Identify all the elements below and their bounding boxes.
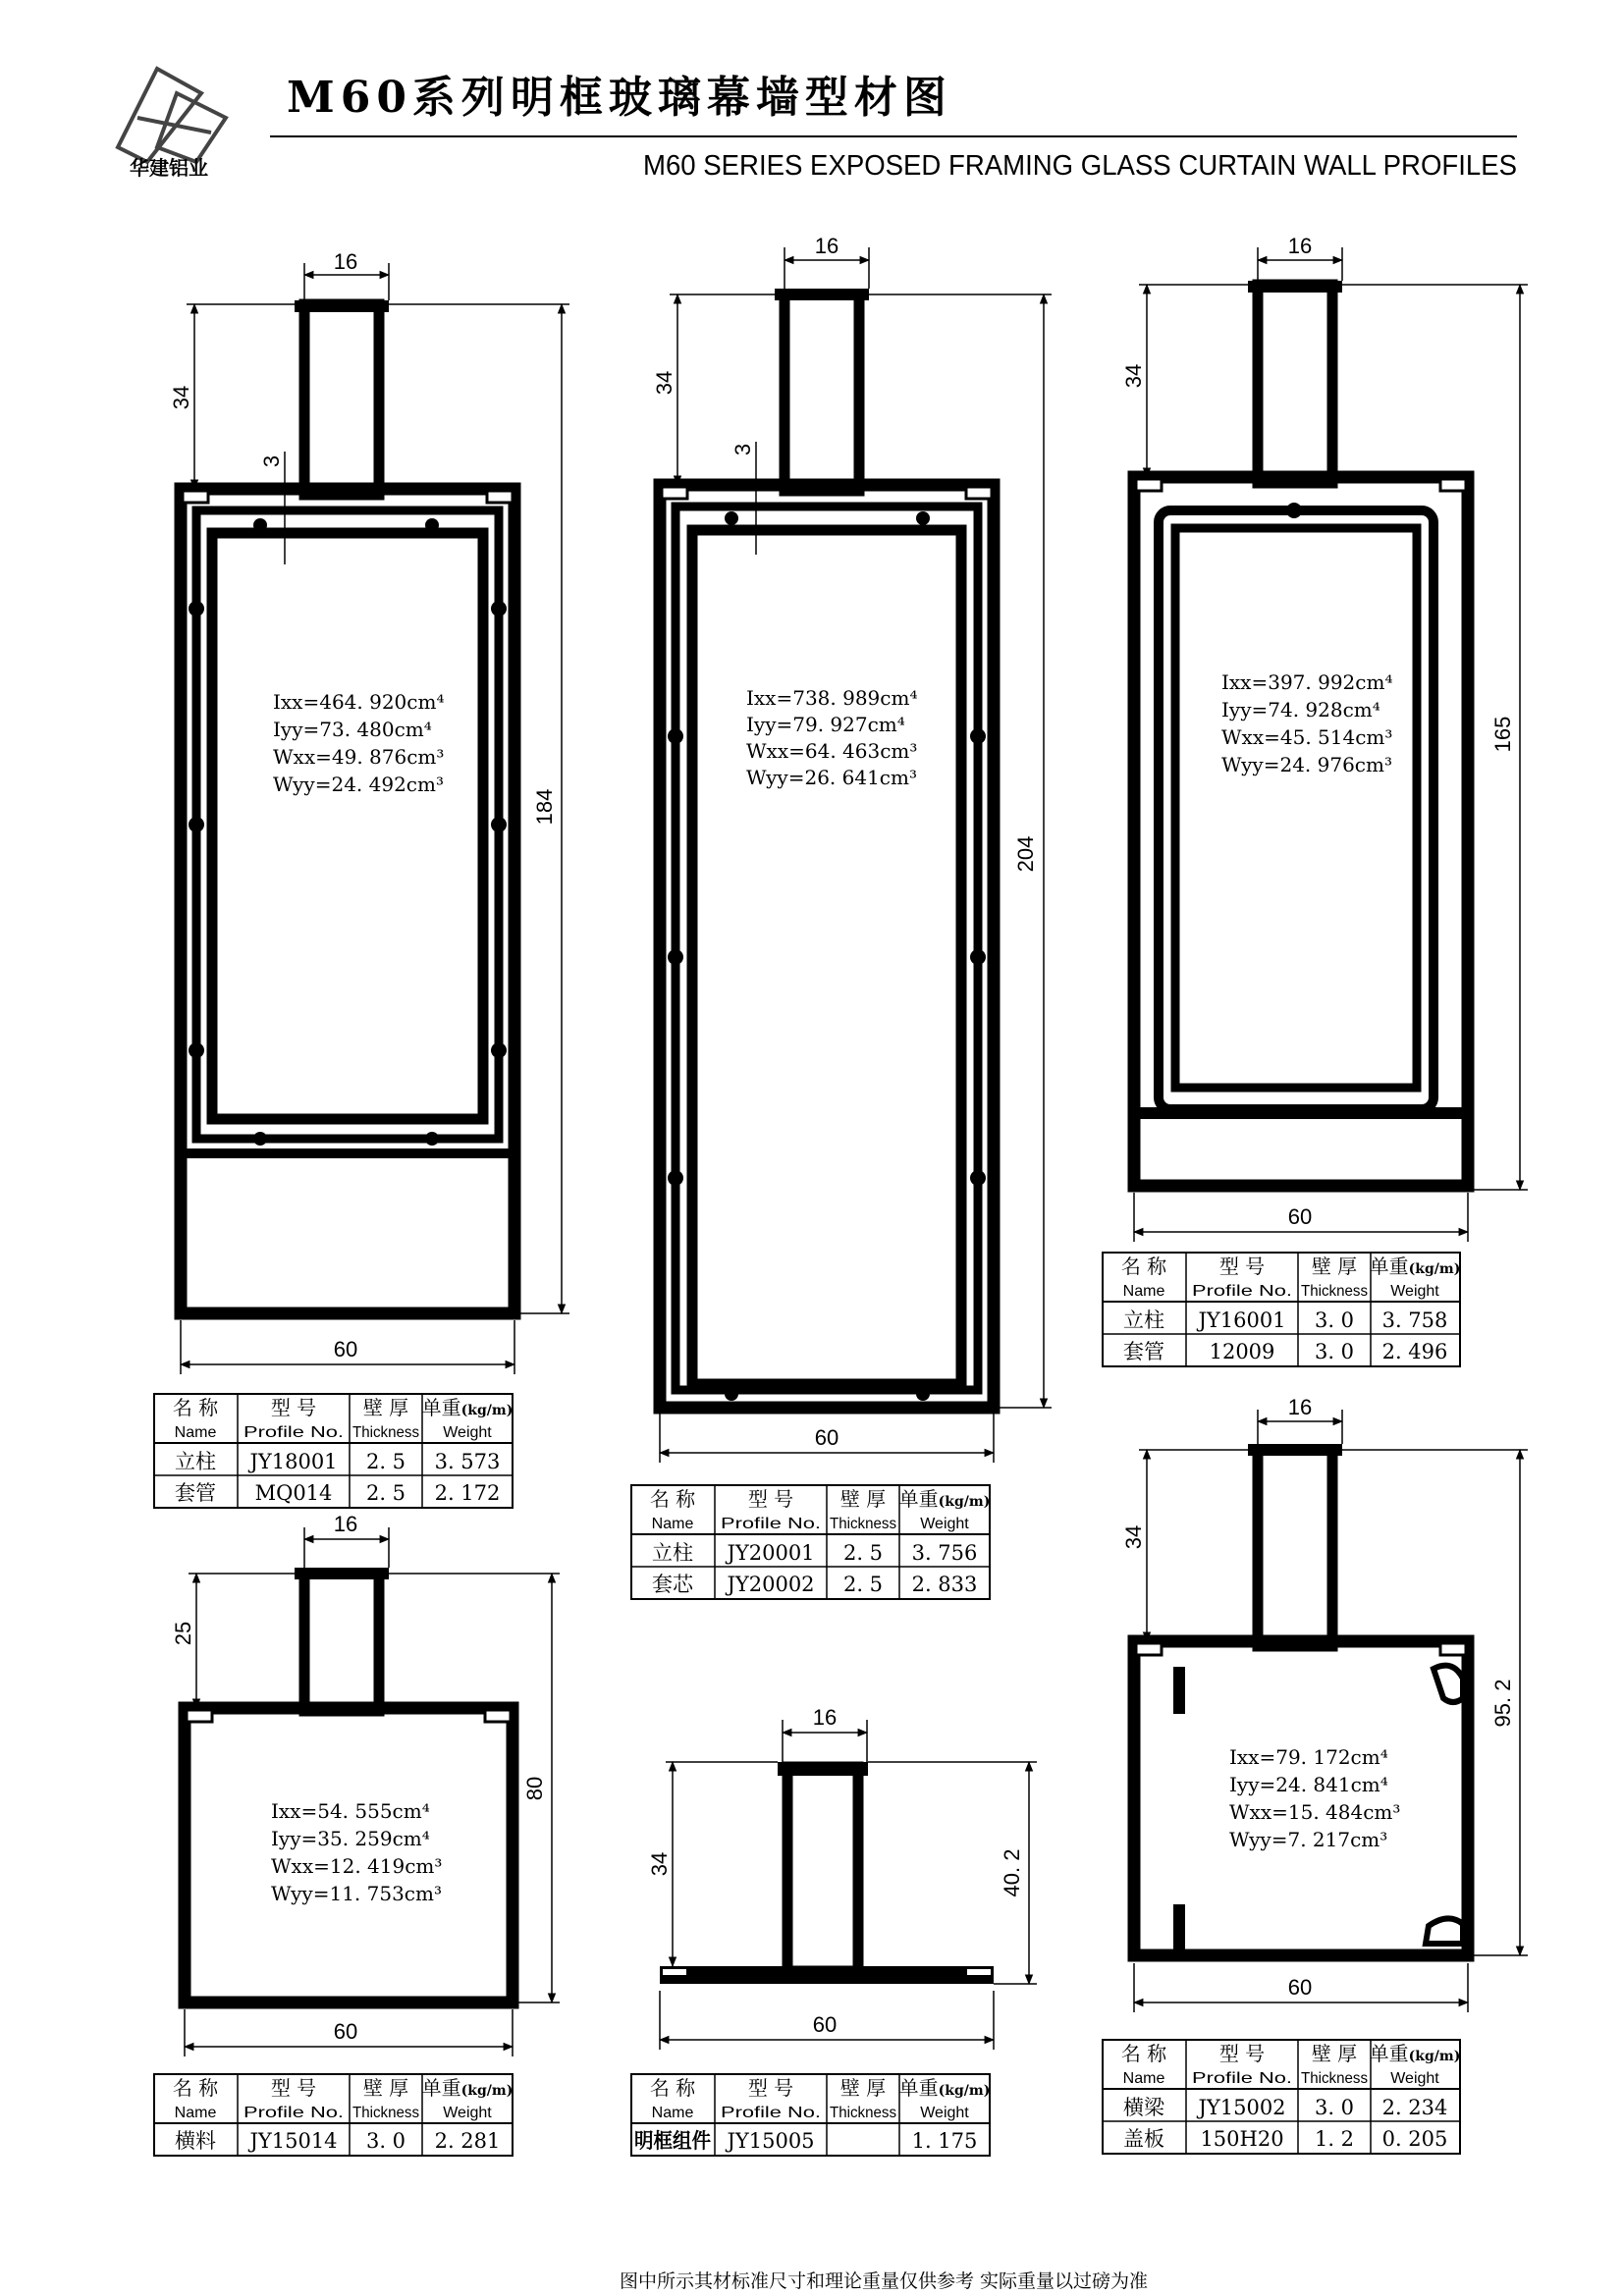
svg-text:Iyy=73. 480cm⁴: Iyy=73. 480cm⁴ [273, 718, 432, 741]
dim-total-height: 204 [1013, 835, 1038, 873]
svg-text:Ixx=79. 172cm⁴: Ixx=79. 172cm⁴ [1229, 1745, 1388, 1769]
section-properties [746, 686, 917, 789]
svg-text:2. 5: 2. 5 [365, 1450, 406, 1473]
svg-text:型 号: 型 号 [270, 1396, 317, 1419]
svg-text:Ixx=54. 555cm⁴: Ixx=54. 555cm⁴ [271, 1799, 430, 1823]
svg-text:单重(kg/m): 单重(kg/m) [1369, 2042, 1461, 2065]
dim-top-width: 16 [333, 1512, 358, 1536]
svg-text:Name: Name [174, 2105, 217, 2121]
svg-text:型 号: 型 号 [1218, 2042, 1266, 2065]
svg-text:Wyy=26. 641cm³: Wyy=26. 641cm³ [746, 766, 917, 789]
company-logo [118, 69, 226, 180]
svg-text:JY15014: JY15014 [249, 2129, 338, 2153]
svg-text:Name: Name [174, 1424, 217, 1441]
spec-table-jy20001 [631, 1485, 990, 1599]
svg-text:Ixx=464. 920cm⁴: Ixx=464. 920cm⁴ [273, 690, 445, 714]
svg-text:型 号: 型 号 [747, 2076, 794, 2100]
svg-text:1. 175: 1. 175 [911, 2129, 978, 2153]
svg-text:Wyy=11. 753cm³: Wyy=11. 753cm³ [271, 1882, 442, 1905]
svg-text:3. 0: 3. 0 [1314, 2096, 1355, 2119]
svg-text:Wyy=24. 492cm³: Wyy=24. 492cm³ [273, 773, 444, 796]
svg-text:3. 0: 3. 0 [1314, 1340, 1355, 1363]
svg-text:立柱: 立柱 [652, 1541, 693, 1565]
svg-text:JY16001: JY16001 [1198, 1308, 1286, 1332]
svg-text:立柱: 立柱 [175, 1450, 216, 1473]
svg-text:1. 2: 1. 2 [1314, 2127, 1355, 2151]
dim-flange-height: 25 [171, 1621, 195, 1646]
svg-text:名 称: 名 称 [172, 2076, 219, 2100]
svg-text:Ixx=738. 989cm⁴: Ixx=738. 989cm⁴ [746, 686, 918, 710]
svg-text:3. 0: 3. 0 [365, 2129, 406, 2153]
dim-top-width: 16 [333, 249, 358, 274]
svg-text:2. 172: 2. 172 [434, 1481, 501, 1505]
svg-text:Name: Name [1122, 2070, 1165, 2087]
svg-text:单重(kg/m): 单重(kg/m) [898, 2076, 991, 2100]
svg-text:Weight: Weight [443, 1424, 492, 1441]
spec-table-jy16001 [1103, 1253, 1460, 1366]
svg-text:单重(kg/m): 单重(kg/m) [898, 1487, 991, 1511]
svg-text:盖板: 盖板 [1123, 2127, 1164, 2151]
svg-text:名 称: 名 称 [1120, 2042, 1167, 2065]
svg-text:Profile No.: Profile No. [1192, 2070, 1292, 2087]
svg-text:2. 5: 2. 5 [365, 1481, 406, 1505]
svg-text:3. 756: 3. 756 [911, 1541, 978, 1565]
dim-total-width: 60 [814, 1425, 839, 1450]
svg-text:Iyy=79. 927cm⁴: Iyy=79. 927cm⁴ [746, 713, 905, 736]
svg-text:Thickness: Thickness [830, 2105, 896, 2121]
svg-text:Wxx=64. 463cm³: Wxx=64. 463cm³ [746, 739, 918, 763]
svg-text:Thickness: Thickness [1301, 2070, 1368, 2087]
svg-text:2. 5: 2. 5 [842, 1541, 884, 1565]
svg-text:Iyy=24. 841cm⁴: Iyy=24. 841cm⁴ [1229, 1773, 1388, 1796]
svg-text:Wxx=15. 484cm³: Wxx=15. 484cm³ [1229, 1800, 1401, 1824]
profile-drawing-jy15002 [1134, 1444, 1468, 1955]
section-properties [271, 1799, 442, 1905]
dim-wall: 3 [730, 443, 755, 456]
svg-text:型 号: 型 号 [1218, 1255, 1266, 1278]
svg-text:Name: Name [651, 1516, 694, 1532]
svg-text:Wxx=12. 419cm³: Wxx=12. 419cm³ [271, 1854, 443, 1878]
svg-text:单重(kg/m): 单重(kg/m) [421, 1396, 514, 1419]
svg-text:JY18001: JY18001 [249, 1450, 338, 1473]
svg-text:名 称: 名 称 [1120, 1255, 1167, 1278]
svg-text:0. 205: 0. 205 [1381, 2127, 1448, 2151]
svg-text:Weight: Weight [1390, 2070, 1439, 2087]
dim-flange-height: 34 [1121, 363, 1146, 389]
svg-text:Iyy=74. 928cm⁴: Iyy=74. 928cm⁴ [1221, 698, 1380, 721]
dim-flange-height: 34 [652, 370, 676, 396]
profile-drawing-jy20001 [660, 289, 994, 1408]
svg-text:名 称: 名 称 [172, 1396, 219, 1419]
section-properties [1221, 670, 1392, 776]
dimensions-jy15014 [185, 1527, 560, 2056]
dim-flange-height: 34 [1121, 1524, 1146, 1550]
svg-text:Thickness: Thickness [352, 2105, 419, 2121]
svg-text:2. 281: 2. 281 [434, 2129, 501, 2153]
svg-text:套管: 套管 [175, 1481, 216, 1505]
svg-text:Profile No.: Profile No. [243, 2105, 344, 2121]
spec-table-jy15002 [1103, 2040, 1460, 2154]
section-properties [273, 690, 444, 796]
svg-text:Name: Name [651, 2105, 694, 2121]
svg-text:壁 厚: 壁 厚 [1311, 2042, 1358, 2065]
svg-text:Thickness: Thickness [830, 1516, 896, 1532]
svg-text:JY20001: JY20001 [727, 1541, 815, 1565]
svg-text:2. 496: 2. 496 [1381, 1340, 1448, 1363]
dim-total-width: 60 [333, 1337, 358, 1362]
svg-text:横料: 横料 [175, 2129, 216, 2153]
svg-text:名 称: 名 称 [649, 1487, 696, 1511]
svg-text:型 号: 型 号 [747, 1487, 794, 1511]
svg-text:JY15002: JY15002 [1198, 2096, 1286, 2119]
dim-flange-height: 34 [169, 385, 193, 410]
page-title-cn: M60系列明框玻璃幕墙型材图 [287, 73, 952, 123]
svg-text:壁 厚: 壁 厚 [839, 1487, 887, 1511]
svg-text:Weight: Weight [443, 2105, 492, 2121]
dim-wall: 3 [259, 454, 284, 468]
svg-text:Profile No.: Profile No. [721, 1516, 821, 1532]
svg-text:JY15005: JY15005 [727, 2129, 815, 2153]
dim-total-height: 165 [1490, 716, 1515, 753]
footer-note: 图中所示其材标准尺寸和理论重量仅供参考 实际重量以过磅为准 [619, 2270, 1149, 2292]
svg-text:套管: 套管 [1123, 1340, 1164, 1363]
dim-top-width: 16 [812, 1705, 838, 1730]
svg-text:Weight: Weight [920, 1516, 969, 1532]
svg-text:Weight: Weight [1390, 1283, 1439, 1300]
dim-total-height: 40. 2 [1000, 1848, 1024, 1897]
profile-drawing-jy15014 [185, 1568, 513, 2002]
svg-text:Wyy=24. 976cm³: Wyy=24. 976cm³ [1221, 753, 1392, 776]
dim-top-width: 16 [1287, 234, 1313, 258]
svg-text:3. 758: 3. 758 [1381, 1308, 1448, 1332]
dim-total-width: 60 [812, 2012, 838, 2037]
svg-text:Ixx=397. 992cm⁴: Ixx=397. 992cm⁴ [1221, 670, 1393, 694]
dim-total-width: 60 [333, 2019, 358, 2044]
svg-text:单重(kg/m): 单重(kg/m) [1369, 1255, 1461, 1278]
svg-text:Profile No.: Profile No. [721, 2105, 821, 2121]
profile-drawing-jy15005 [660, 1762, 994, 1984]
profile-drawing-jy18001 [181, 300, 514, 1313]
svg-text:JY20002: JY20002 [727, 1573, 815, 1596]
svg-text:明框组件: 明框组件 [634, 2128, 711, 2153]
dim-flange-height: 34 [647, 1851, 672, 1877]
svg-text:壁 厚: 壁 厚 [362, 1396, 409, 1419]
dim-top-width: 16 [814, 234, 839, 258]
svg-text:Weight: Weight [920, 2105, 969, 2121]
svg-text:2. 234: 2. 234 [1381, 2096, 1448, 2119]
svg-text:Thickness: Thickness [1301, 1283, 1368, 1300]
svg-text:壁 厚: 壁 厚 [1311, 1255, 1358, 1278]
svg-text:Wyy=7. 217cm³: Wyy=7. 217cm³ [1229, 1828, 1388, 1851]
svg-text:横梁: 横梁 [1123, 2096, 1164, 2119]
spec-table-jy18001 [154, 1394, 513, 1508]
svg-text:2. 5: 2. 5 [842, 1573, 884, 1596]
dim-total-height: 80 [522, 1776, 547, 1801]
logo-text: 华建铝业 [130, 156, 208, 180]
page-title-en: M60 SERIES EXPOSED FRAMING GLASS CURTAIN WALL PROFILES [643, 150, 1517, 182]
svg-text:Name: Name [1122, 1283, 1165, 1300]
svg-text:12009: 12009 [1209, 1340, 1275, 1363]
dim-total-height: 184 [532, 788, 557, 826]
svg-text:名 称: 名 称 [649, 2076, 696, 2100]
svg-text:型 号: 型 号 [270, 2076, 317, 2100]
svg-text:立柱: 立柱 [1123, 1308, 1164, 1332]
svg-text:Iyy=35. 259cm⁴: Iyy=35. 259cm⁴ [271, 1827, 430, 1850]
svg-text:壁 厚: 壁 厚 [362, 2076, 409, 2100]
svg-text:Thickness: Thickness [352, 1424, 419, 1441]
dim-total-height: 95. 2 [1490, 1679, 1515, 1728]
svg-text:MQ014: MQ014 [254, 1481, 333, 1505]
section-properties [1229, 1745, 1400, 1851]
svg-text:单重(kg/m): 单重(kg/m) [421, 2076, 514, 2100]
svg-text:套芯: 套芯 [652, 1573, 693, 1596]
dim-total-width: 60 [1287, 1204, 1313, 1229]
spec-table-jy15005 [631, 2074, 990, 2156]
svg-text:150H20: 150H20 [1200, 2127, 1284, 2151]
spec-table-jy15014 [154, 2074, 513, 2156]
svg-text:Wxx=49. 876cm³: Wxx=49. 876cm³ [273, 745, 445, 769]
svg-text:3. 573: 3. 573 [434, 1450, 501, 1473]
svg-text:Wxx=45. 514cm³: Wxx=45. 514cm³ [1221, 725, 1393, 749]
svg-text:Profile No.: Profile No. [1192, 1283, 1292, 1300]
svg-text:3. 0: 3. 0 [1314, 1308, 1355, 1332]
svg-text:2. 833: 2. 833 [911, 1573, 978, 1596]
svg-text:壁 厚: 壁 厚 [839, 2076, 887, 2100]
dim-total-width: 60 [1287, 1975, 1313, 2000]
svg-text:Profile No.: Profile No. [243, 1424, 344, 1441]
dim-top-width: 16 [1287, 1395, 1313, 1419]
